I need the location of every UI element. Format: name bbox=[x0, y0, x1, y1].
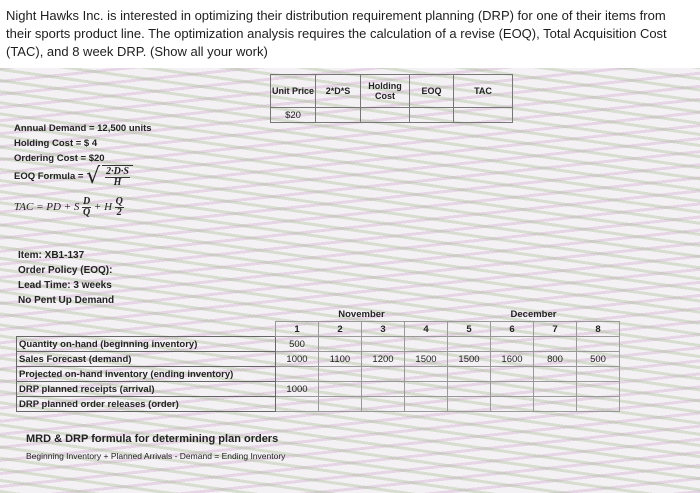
cell bbox=[491, 337, 534, 352]
cell: 1100 bbox=[319, 352, 362, 367]
question-box bbox=[0, 0, 700, 68]
row-projected-on-hand bbox=[17, 367, 620, 382]
eoq-radicand bbox=[102, 165, 133, 188]
annual-demand: Annual Demand = 12,500 units bbox=[14, 123, 152, 134]
week-5: 5 bbox=[448, 322, 491, 337]
row-planned-releases bbox=[17, 397, 620, 412]
cell: 1000 bbox=[276, 352, 319, 367]
row-planned-receipts bbox=[17, 382, 620, 397]
cell bbox=[534, 337, 577, 352]
cell bbox=[448, 397, 491, 412]
tac-fraction2-num: Q bbox=[115, 196, 123, 207]
question-text: Night Hawks Inc. is interested in optimizing their distribution requirement planning (DRP) for one of their items from their sports product line. The optimization analysis requires the calculation of a revise (EOQ), Total Acquisition Cost (TAC), and 8 week DRP. (Show all your work) bbox=[6, 8, 667, 59]
cell bbox=[577, 337, 620, 352]
cell bbox=[319, 367, 362, 382]
tac-fraction2-den: 2 bbox=[116, 207, 122, 218]
cell bbox=[276, 397, 319, 412]
cell: 1000 bbox=[276, 382, 319, 397]
cell bbox=[362, 337, 405, 352]
cell bbox=[319, 337, 362, 352]
value-unit-price: $20 bbox=[271, 108, 316, 123]
cell bbox=[319, 382, 362, 397]
cell bbox=[362, 397, 405, 412]
eoq-label: EOQ Formula = bbox=[14, 171, 84, 183]
cell bbox=[319, 397, 362, 412]
cell: 1200 bbox=[362, 352, 405, 367]
item-name: Item: XB1-137 bbox=[18, 250, 85, 261]
week-4: 4 bbox=[405, 322, 448, 337]
header-2ds: 2*D*S bbox=[316, 75, 361, 108]
cell bbox=[491, 397, 534, 412]
cell bbox=[491, 382, 534, 397]
cell bbox=[405, 382, 448, 397]
cell bbox=[448, 337, 491, 352]
header-tac: TAC bbox=[454, 75, 513, 108]
pent-up-demand: No Pent Up Demand bbox=[18, 295, 115, 306]
header-holding-cost: Holding Cost bbox=[361, 75, 410, 108]
tac-fraction1-num: D bbox=[83, 196, 91, 207]
row-label: DRP planned receipts (arrival) bbox=[17, 382, 276, 397]
holding-cost: Holding Cost = $ 4 bbox=[14, 138, 98, 149]
parameters bbox=[14, 121, 152, 166]
cell bbox=[534, 382, 577, 397]
row-label: Quantity on-hand (beginning inventory) bbox=[17, 337, 276, 352]
week-8: 8 bbox=[577, 322, 620, 337]
value-eoq bbox=[410, 108, 454, 123]
cell bbox=[448, 367, 491, 382]
tac-formula bbox=[14, 197, 124, 218]
eoq-numerator: 2·D·S bbox=[106, 166, 129, 177]
cell: 800 bbox=[534, 352, 577, 367]
cell bbox=[405, 367, 448, 382]
tac-plus-h: + H bbox=[93, 201, 113, 214]
cell bbox=[362, 367, 405, 382]
month-december: December bbox=[510, 308, 557, 320]
eoq-denominator: H bbox=[113, 177, 122, 188]
cell bbox=[448, 382, 491, 397]
eoq-formula bbox=[14, 164, 133, 189]
row-on-hand bbox=[17, 337, 620, 352]
cell bbox=[405, 337, 448, 352]
cell bbox=[577, 382, 620, 397]
row-label: DRP planned order releases (order) bbox=[17, 397, 276, 412]
cell: 1600 bbox=[491, 352, 534, 367]
value-tac bbox=[454, 108, 513, 123]
value-2ds bbox=[316, 108, 361, 123]
tac-lhs: TAC = PD + S bbox=[14, 201, 80, 214]
mrd-title: MRD & DRP formula for determining plan orders bbox=[26, 433, 279, 445]
cell bbox=[577, 367, 620, 382]
cell: 500 bbox=[276, 337, 319, 352]
lead-time: Lead Time: 3 weeks bbox=[18, 280, 112, 291]
week-3: 3 bbox=[362, 322, 405, 337]
mrd-formula: Beginning Inventory + Planned Arrivals - Demand = Ending Inventory bbox=[26, 451, 286, 461]
item-info bbox=[18, 248, 114, 308]
drp-table bbox=[16, 307, 620, 412]
ordering-cost: Ordering Cost = $20 bbox=[14, 153, 105, 164]
cell bbox=[534, 397, 577, 412]
cell bbox=[577, 397, 620, 412]
cell bbox=[534, 367, 577, 382]
cell: 1500 bbox=[405, 352, 448, 367]
header-unit-price: Unit Price bbox=[271, 75, 316, 108]
sqrt-icon: √ bbox=[86, 164, 101, 189]
row-sales-forecast bbox=[17, 352, 620, 367]
tac-fraction1-den: Q bbox=[83, 207, 91, 218]
week-1: 1 bbox=[276, 322, 319, 337]
row-label: Sales Forecast (demand) bbox=[17, 352, 276, 367]
week-7: 7 bbox=[534, 322, 577, 337]
cell bbox=[276, 367, 319, 382]
month-november: November bbox=[338, 308, 385, 320]
row-label: Projected on-hand inventory (ending inventory) bbox=[17, 367, 276, 382]
value-holding-cost bbox=[361, 108, 410, 123]
cell: 1500 bbox=[448, 352, 491, 367]
week-6: 6 bbox=[491, 322, 534, 337]
cell bbox=[491, 367, 534, 382]
cell bbox=[362, 382, 405, 397]
calc-table bbox=[270, 74, 513, 123]
cell bbox=[405, 397, 448, 412]
order-policy: Order Policy (EOQ): bbox=[18, 265, 113, 276]
header-eoq: EOQ bbox=[410, 75, 454, 108]
week-2: 2 bbox=[319, 322, 362, 337]
cell: 500 bbox=[577, 352, 620, 367]
